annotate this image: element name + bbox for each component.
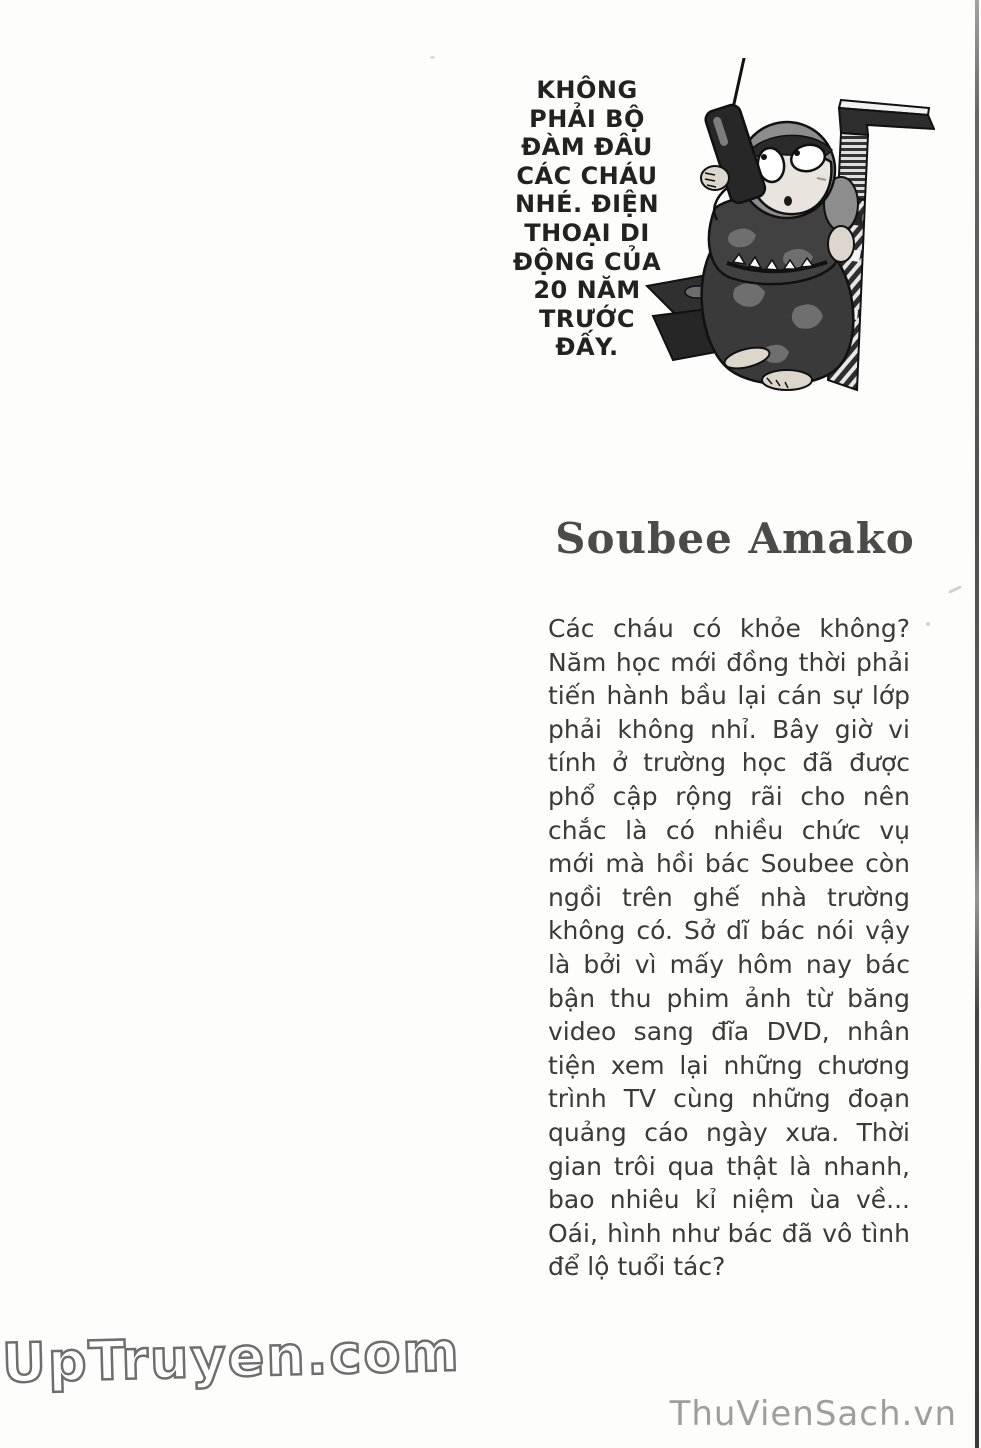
text-line: là bởi vì mấy hôm nay bác [548, 949, 910, 979]
text-line: tiến hành bầu lại cán sự lớp [548, 681, 910, 711]
scan-speck [926, 622, 930, 626]
text-line: phải không nhỉ. Bây giờ vi [548, 714, 910, 744]
page-edge-shadow [975, 0, 979, 1448]
text-line: THOẠI DI [524, 218, 650, 247]
text-line: CÁC CHÁU [516, 161, 658, 190]
text-line: ngồi trên ghế nhà trường [548, 882, 910, 912]
ninja-phone-illustration [635, 58, 935, 403]
thuviensach-watermark: ThuVienSach.vn [669, 1394, 957, 1434]
text-line: 20 NĂM [533, 276, 641, 305]
text-line: phổ cập rộng rãi cho nên [548, 781, 910, 811]
text-line: NHÉ. ĐIỆN [514, 190, 660, 219]
text-line: bao nhiêu kỉ niệm ùa về... [548, 1185, 910, 1215]
text-line: quảng cáo ngày xưa. Thời [548, 1117, 910, 1147]
author-note [548, 612, 910, 1284]
text-line: tính ở trường học đã được [548, 748, 910, 778]
text-line: video sang đĩa DVD, nhân [548, 1017, 910, 1047]
text-line: gian trôi qua thật là nhanh, [548, 1151, 910, 1181]
hand [701, 166, 729, 190]
mouth [784, 196, 792, 206]
text-line: Năm học mới đồng thời phải [548, 647, 910, 677]
scan-speck [430, 56, 435, 59]
uptruyen-watermark: UpTruyen.com [1, 1320, 462, 1395]
text-line: tiện xem lại những chương [548, 1050, 910, 1080]
scan-speck [948, 585, 962, 594]
text-line: chắc là có nhiều chức vụ [548, 815, 910, 845]
text-line: không có. Sở dĩ bác nói vậy [548, 916, 910, 946]
text-line: ĐÀM ĐÂU [521, 133, 653, 162]
text-line: KHÔNG [536, 76, 638, 104]
text-line: trình TV cùng những đoạn [548, 1084, 910, 1114]
text-line: PHẢI BỘ [529, 104, 645, 133]
text-line: Các cháu có khỏe không? [548, 614, 910, 643]
ninja-character [688, 58, 858, 390]
text-line: Oái, hình như bác đã vô tình [548, 1218, 910, 1248]
text-line: để lộ tuổi tác? [548, 1252, 726, 1282]
text-line: mới mà hồi bác Soubee còn [548, 849, 910, 879]
author-name: Soubee Amako [555, 514, 915, 563]
text-line: TRƯỚC [539, 304, 635, 333]
text-line: ĐẤY. [555, 333, 619, 362]
text-line: bận thu phim ảnh từ băng [548, 983, 910, 1013]
text-line: ĐỘNG CỦA [512, 247, 662, 276]
